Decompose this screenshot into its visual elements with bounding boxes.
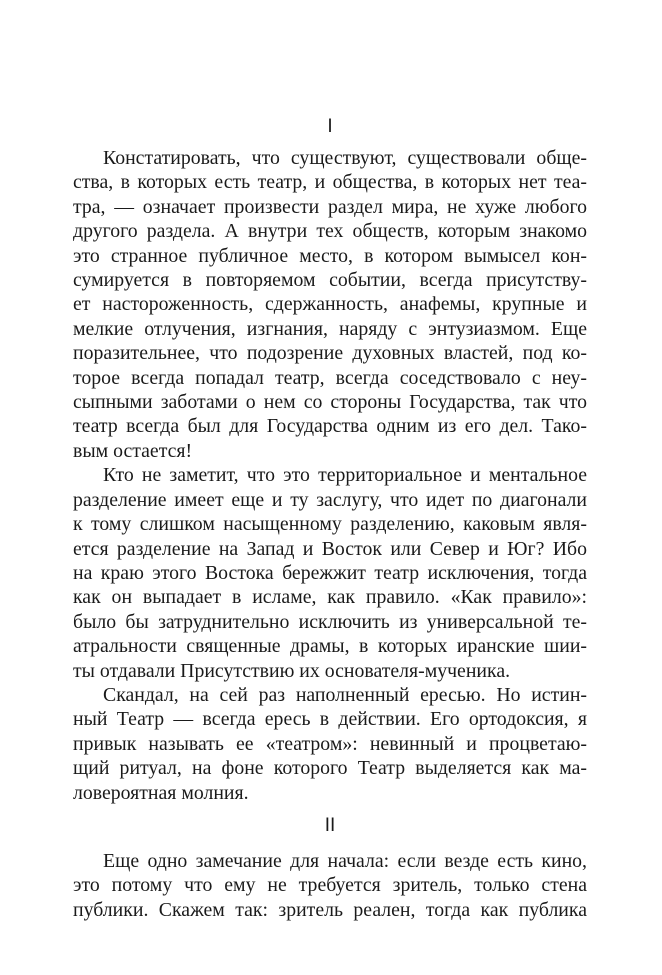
text-line: Еще одно замечание для начала: если везде есть кино, [103,849,587,872]
text-line: атральности священные драмы, в которых иранские шии- [73,635,587,658]
text-line: щий ритуал, на фоне которого Театр выделяется как ма- [73,757,587,780]
text-line: мелкие отлучения, изгнания, наряду с энтузиазмом. Еще [73,317,587,340]
text-line: Констатировать, что существуют, существовали обще- [103,147,587,169]
paragraph-2 [73,463,587,683]
text-line: сумируется в повторяемом событии, всегда присутству- [73,269,587,292]
text-line: к тому слишком насыщенному разделению, каковым явля- [73,513,587,536]
text-line: Кто не заметит, что это территориальное и ментальное [103,464,587,487]
text-line: это странное публичное место, в котором вымысел кон- [73,244,587,267]
paragraph-1 [73,146,587,463]
paragraph-3 [73,683,587,805]
text-line: торое всегда попадал театр, всегда соседствовало с неу- [73,366,587,389]
section-heading-1: I [327,116,333,137]
text-line: привык называть ее «театром»: невинный и процветаю- [73,732,587,755]
text-line: публики. Скажем так: зритель реален, тогда как публика [73,898,587,921]
text-line: поразительнее, что подозрение духовных властей, под ко- [73,342,587,365]
text-line: ловероятная молния. [73,781,249,804]
text-line: театр всегда был для Государства одним из его дел. Тако- [73,415,587,438]
text-line: тра, — означает произвести раздел мира, не хуже любого [73,195,587,218]
text-line: Скандал, на сей раз наполненный ересью. Но истин- [103,683,587,706]
section-heading-2: II [324,814,336,836]
text-line: ты отдавали Присутствию их основателя-мученика. [73,659,511,682]
text-line: было бы затруднительно исключить из универсальной те- [73,610,587,633]
paragraph-4 [73,849,587,922]
text-line: разделение имеет еще и ту заслугу, что идет по диагонали [73,488,587,511]
text-line: вым остается! [73,439,193,462]
page-content [73,112,587,922]
text-line: ет настороженность, сдержанность, анафемы, крупные и [73,293,587,316]
text-line: ется разделение на Запад и Восток или Север и Юг? Ибо [73,537,587,560]
text-line: это потому что ему не требуется зритель, только стена [73,874,587,897]
text-line: ный Театр — всегда ересь в действии. Его ортодоксия, я [73,708,587,731]
text-line: как он выпадает в исламе, как правило. «Как правило»: [73,586,587,609]
text-line: на краю этого Востока бережжит театр исключения, тогда [73,561,587,584]
text-line: другого раздела. А внутри тех обществ, которым знакомо [73,220,587,243]
text-line: сыпными заботами о нем со стороны Государства, так что [73,391,587,414]
text-line: ства, в которых есть театр, и общества, в которых нет теа- [73,171,587,194]
